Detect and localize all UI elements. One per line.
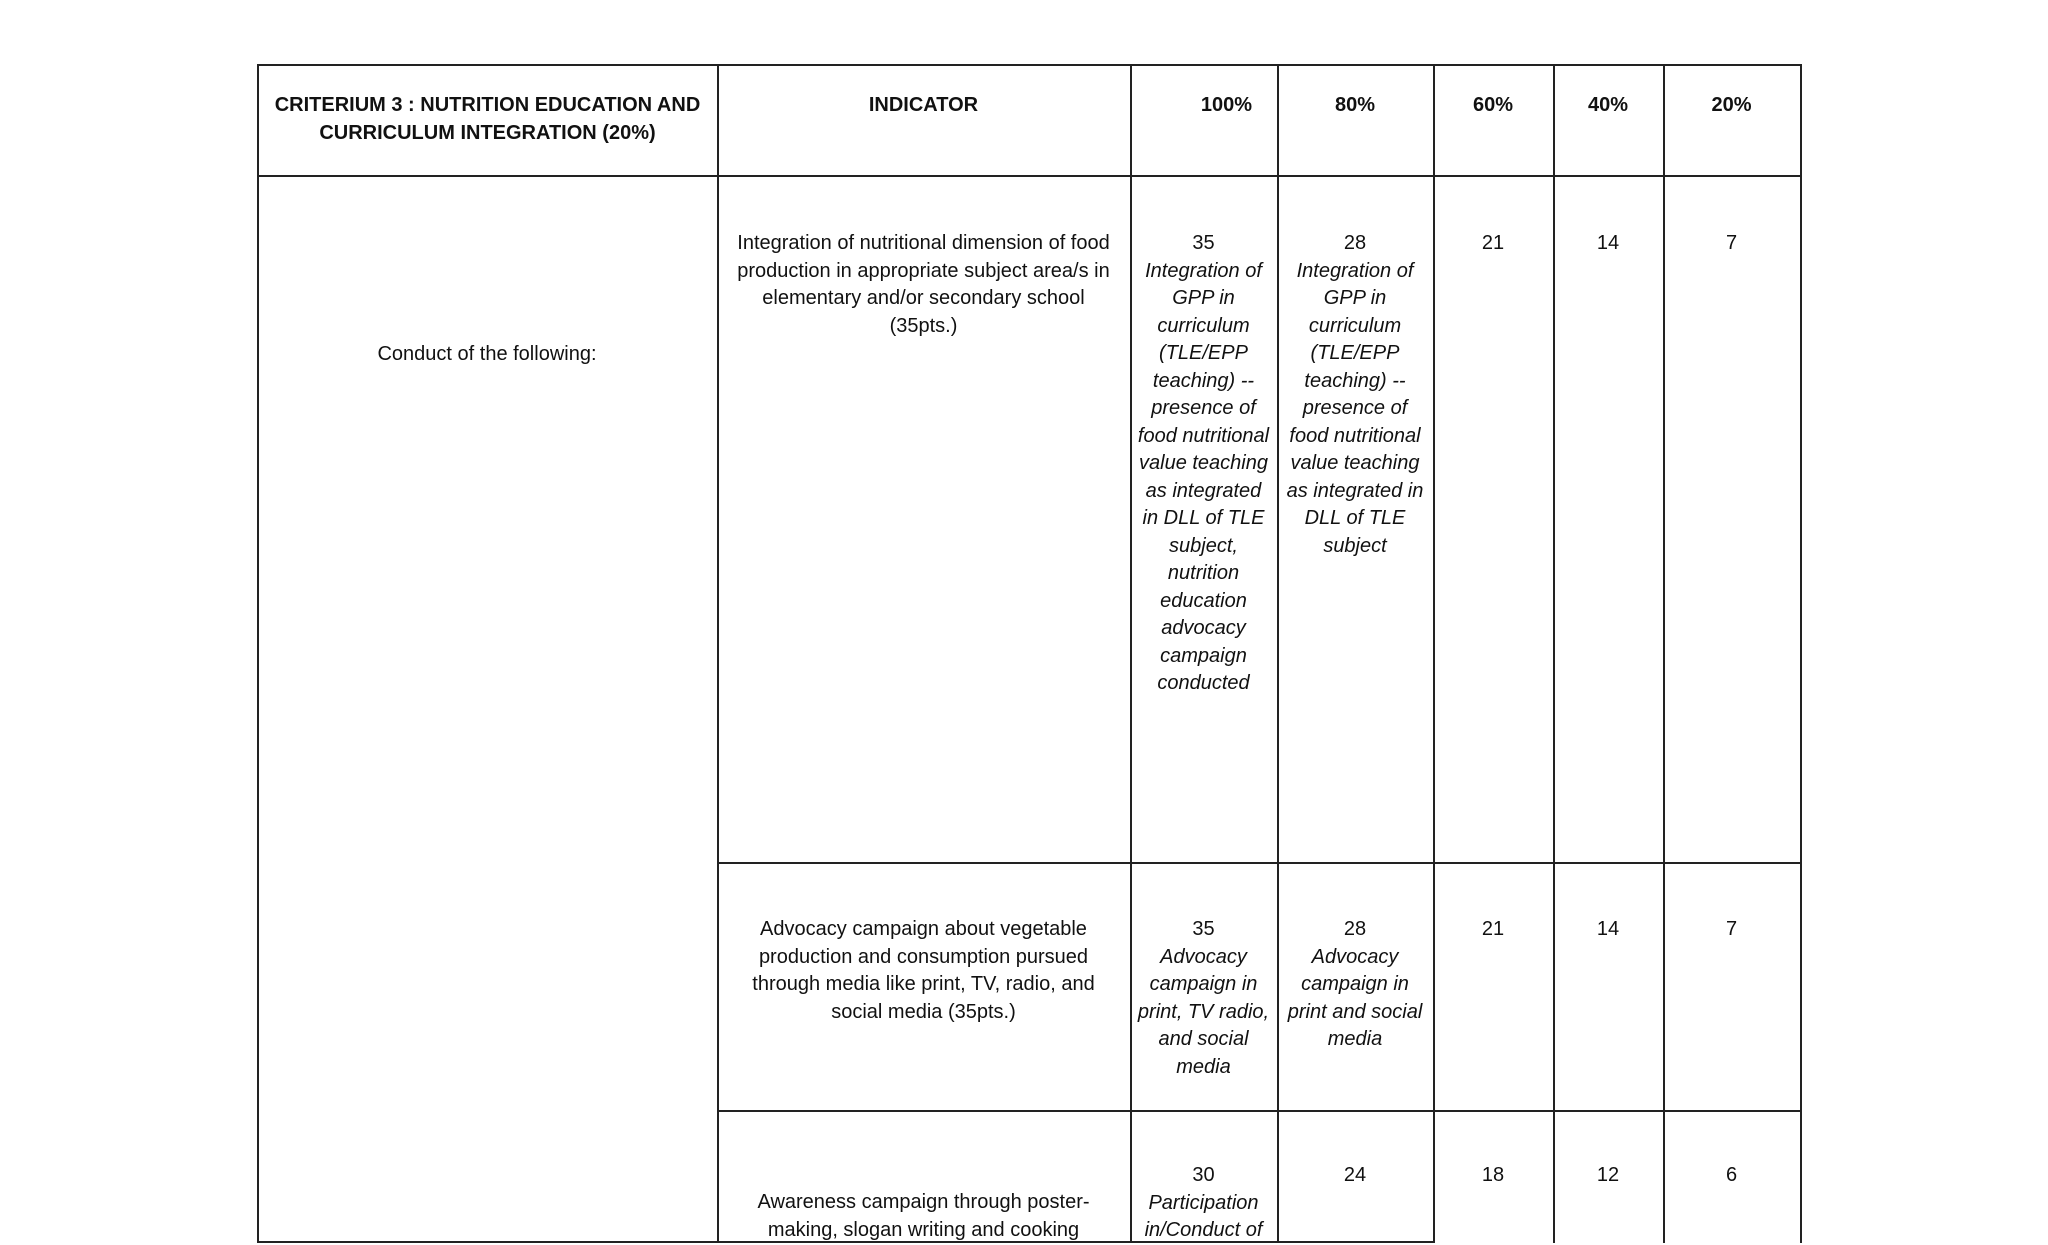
row1-score-80 xyxy=(1281,230,1429,560)
percent-40-header: 40% xyxy=(1587,94,1629,116)
row3-score-60: 18 xyxy=(1481,1164,1505,1186)
row3-score-100-value: 30 xyxy=(1192,1164,1215,1186)
criterion-body-text: Conduct of the following: xyxy=(377,343,597,365)
row2-score-100 xyxy=(1136,916,1271,1081)
row1-bottom-border xyxy=(717,862,1802,864)
row2-score-80-desc: Advocacy campaign in print and social media xyxy=(1287,945,1423,1050)
row1-score-80-desc: Integration of GPP in curriculum (TLE/EPP teaching) -- presence of food nutritional value teaching as integrated in DLL of TLE subject xyxy=(1286,259,1424,557)
percent-20-header: 20% xyxy=(1711,94,1752,116)
row3-score-40: 12 xyxy=(1596,1164,1620,1186)
table-top-border xyxy=(257,64,1802,66)
col-border-0 xyxy=(257,64,259,1243)
indicator-header: INDICATOR xyxy=(868,94,979,116)
row1-score-20: 7 xyxy=(1725,232,1738,254)
row2-indicator: Advocacy campaign about vegetable production and consumption pursued through media like print, TV, radio, and social media (35pts.) xyxy=(752,918,1095,1023)
row1-score-100-value: 35 xyxy=(1192,232,1215,254)
criterion-header: CRITERIUM 3 : NUTRITION EDUCATION AND CURRICULUM INTEGRATION (20%) xyxy=(274,94,701,144)
row3-score-100 xyxy=(1136,1162,1271,1245)
row2-score-100-desc: Advocacy campaign in print, TV radio, and social media xyxy=(1137,945,1270,1078)
percent-60-header: 60% xyxy=(1472,94,1514,116)
percent-80-header: 80% xyxy=(1334,94,1376,116)
row2-bottom-border xyxy=(717,1110,1802,1112)
row1-indicator: Integration of nutritional dimension of food production in appropriate subject area/s in elementary and/or secondary school (35pts.) xyxy=(737,232,1110,337)
col-border-1 xyxy=(717,64,719,1243)
row2-score-60: 21 xyxy=(1481,918,1505,940)
row3-score-20: 6 xyxy=(1725,1164,1738,1186)
row2-score-80-value: 28 xyxy=(1343,918,1367,940)
row1-score-100-desc: Integration of GPP in curriculum (TLE/EPP teaching) -- presence of food nutritional value teaching as integrated in DLL of TLE subject, nutrition education advocacy campaign conducted xyxy=(1137,259,1270,694)
col-border-2 xyxy=(1130,64,1132,1243)
row3-score-100-desc: Participation in/Conduct of xyxy=(1144,1191,1263,1241)
row1-score-60: 21 xyxy=(1481,232,1505,254)
row2-score-20: 7 xyxy=(1725,918,1738,940)
row1-score-100 xyxy=(1136,230,1271,698)
row2-score-80 xyxy=(1281,916,1429,1054)
row1-score-80-value: 28 xyxy=(1343,232,1367,254)
header-bottom-border xyxy=(257,175,1802,177)
row1-score-40: 14 xyxy=(1596,232,1620,254)
row3-indicator: Awareness campaign through poster-making, slogan writing and cooking xyxy=(757,1191,1090,1241)
row2-score-100-value: 35 xyxy=(1192,918,1215,940)
col-border-3 xyxy=(1277,64,1279,1243)
col-border-7 xyxy=(1800,64,1802,1243)
row2-score-40: 14 xyxy=(1596,918,1620,940)
percent-100-header: 100% xyxy=(1200,94,1252,116)
row3-score-80: 24 xyxy=(1343,1164,1367,1186)
